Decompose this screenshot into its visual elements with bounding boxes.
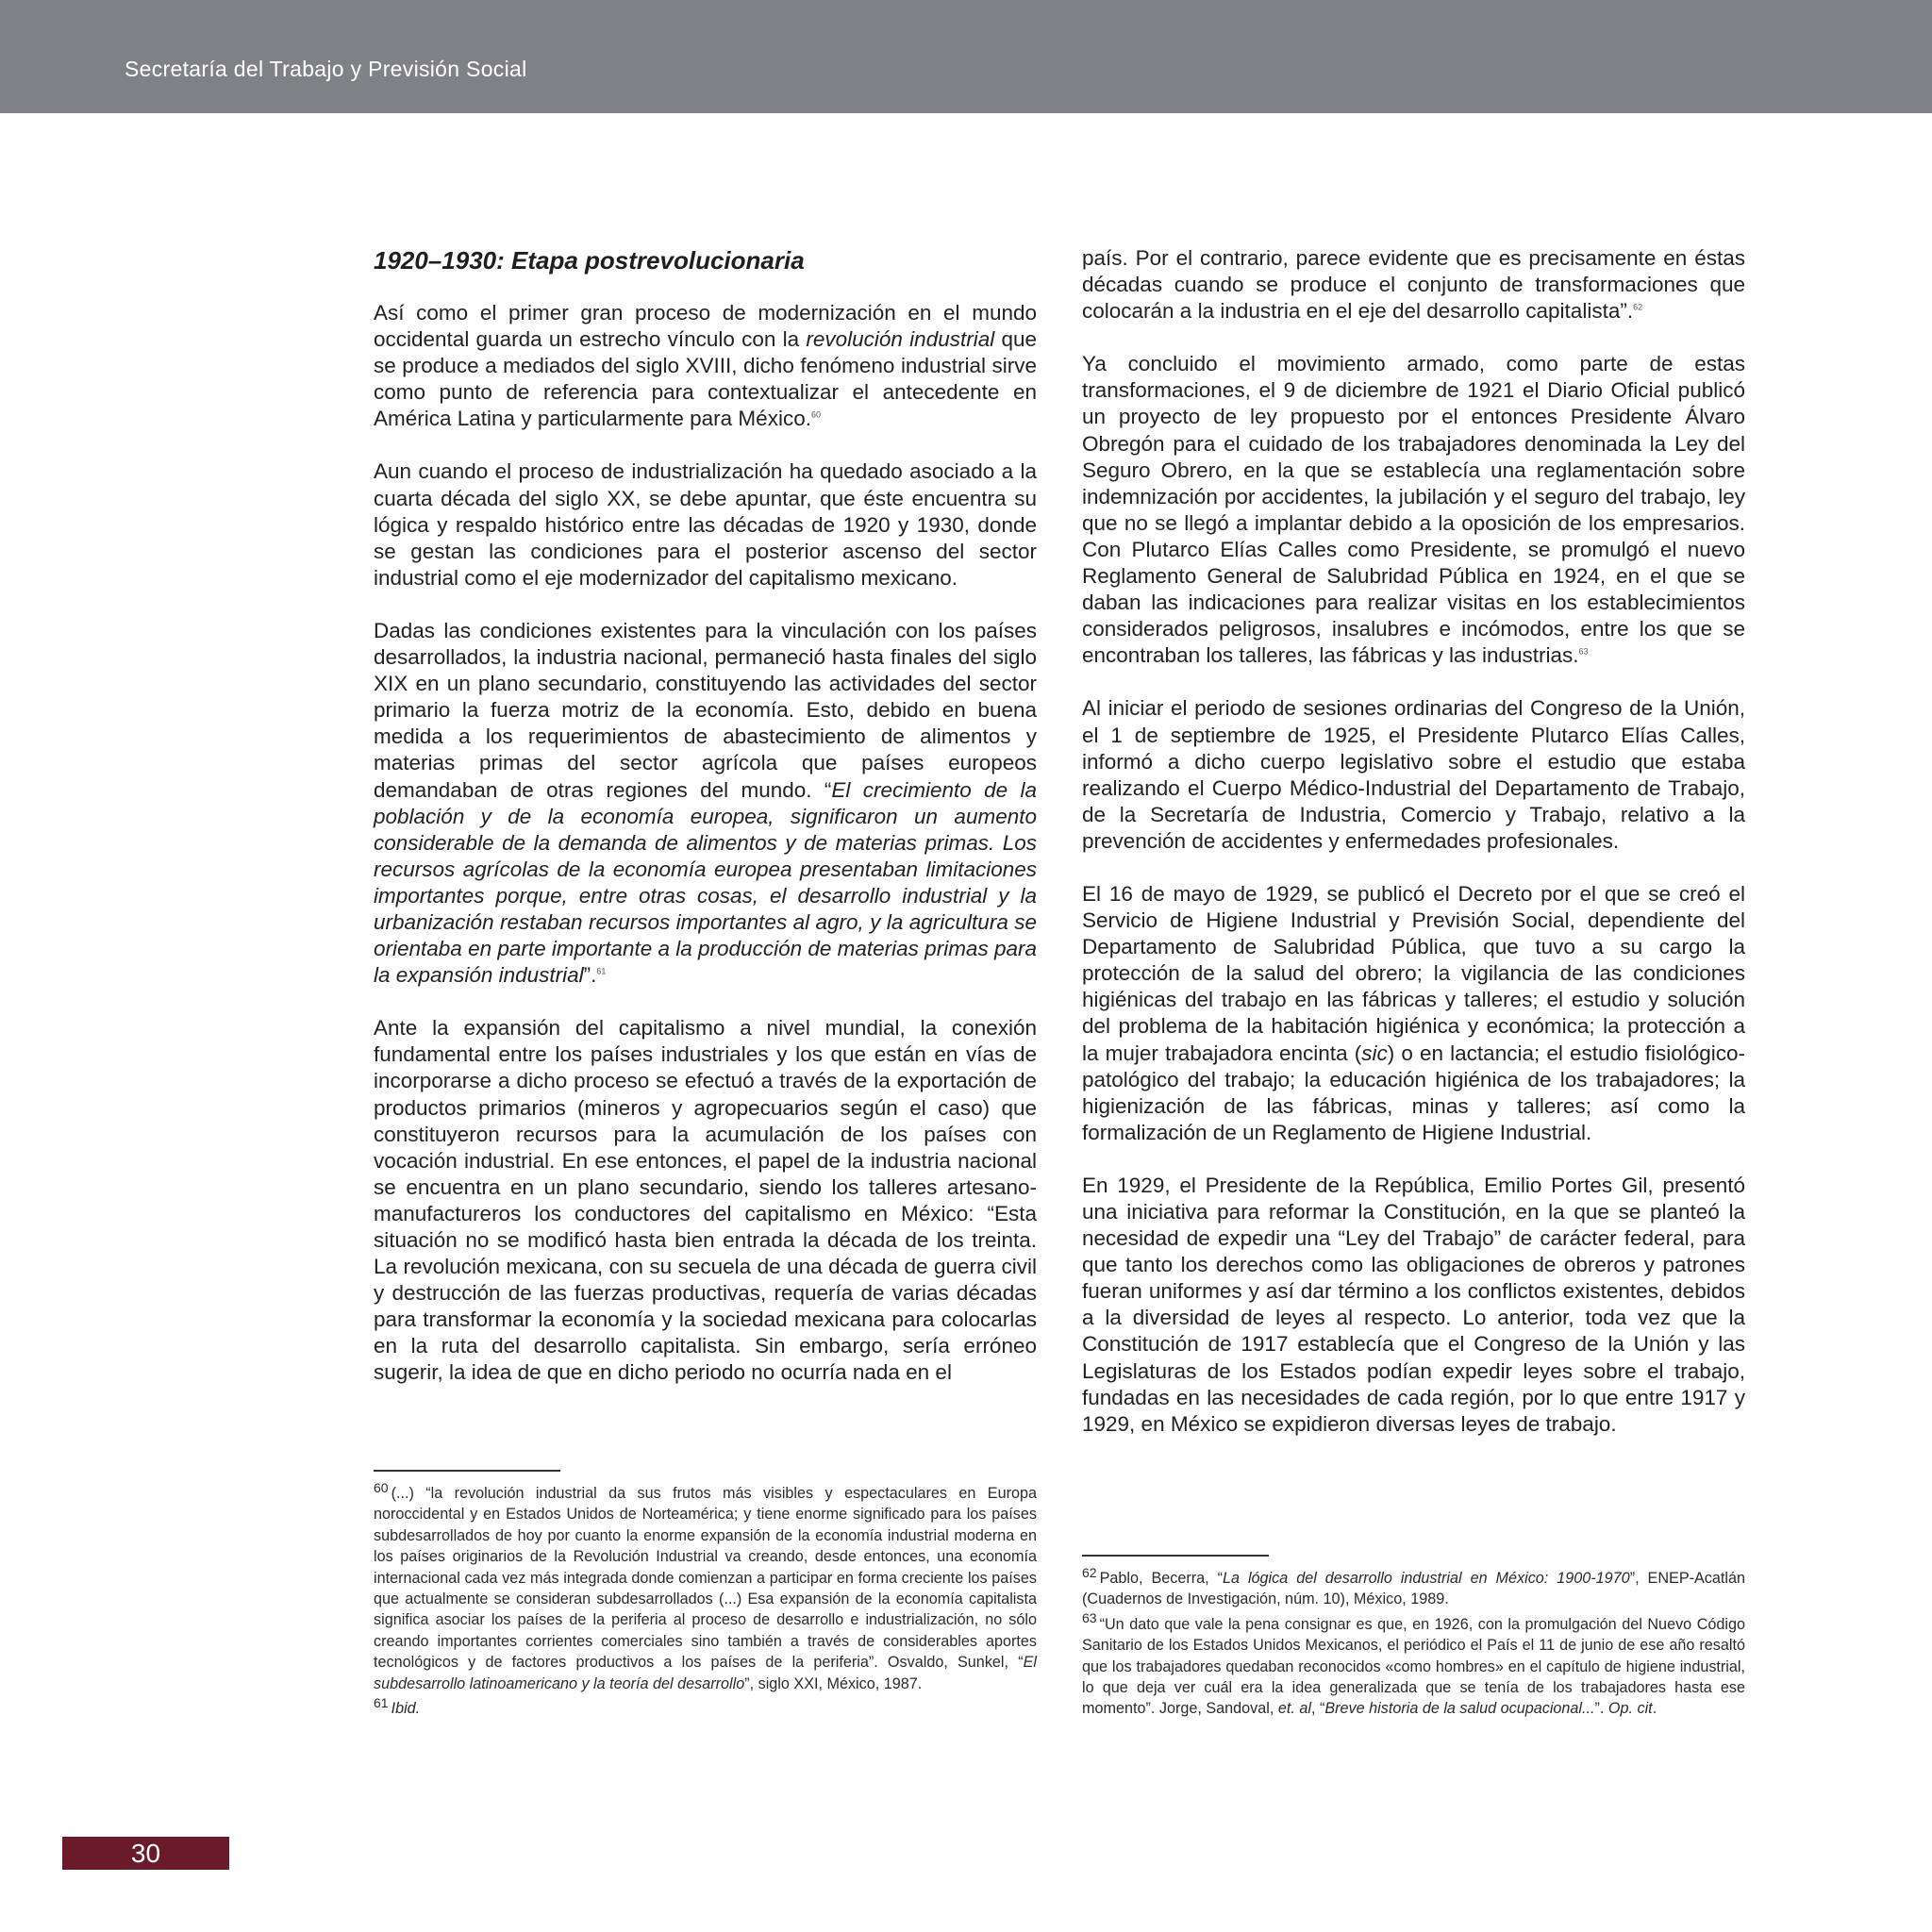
page-number-box	[62, 1837, 229, 1870]
page-number: 30	[130, 1839, 161, 1868]
paragraph-7: Al iniciar el periodo de sesiones ordinarias del Congreso de la Unión, el 1 de septiembre de 1925, el Presidente Plutarco Elías Calles, informó a dicho cuerpo legislativo sobre el estudio que estaba realizando el Cuerpo Médico-Industrial del Departamento de Trabajo, de la Secretaría de Industria, Comercio y Trabajo, relativo a la prevención de accidentes y enfermedades profesionales.	[1082, 696, 1745, 853]
right-column	[1082, 245, 1745, 1464]
footnote-divider	[1082, 1555, 1269, 1557]
paragraph-3: Dadas las condiciones existentes para la vinculación con los países desarrollados, la industria nacional, permaneció hasta finales del siglo XIX en un plano secundario, constituyendo las actividades del sector primario la fuerza motriz de la economía. Esto, debido en buena medida a los requerimientos de abastecimiento de alimentos y materias primas del sector agrícola que países europeos demandaban de otras regiones del mundo. “El crecimiento de la población y de la economía europea, significaron un aumento considerable de la demanda de alimentos y de materias primas. Los recursos agrícolas de la economía europea presentaban limitaciones importantes porque, entre otras cosas, el desarrollo industrial y la urbanización restaban recursos importantes al agro, y la agricultura se orientaba en parte importante a la producción de materias primas para la expansión industrial”.$^{61}$	[374, 618, 1037, 988]
footnote-divider	[374, 1470, 560, 1472]
footnote-ref-62[interactable]: 62	[1633, 302, 1643, 312]
footnote-62: 62 Pablo, Becerra, “La lógica del desarrollo industrial en México: 1900-1970”, ENEP-Acatlán (Cuadernos de Investigación, núm. 10), México, 1989.	[1082, 1564, 1746, 1608]
footnote-60: 60 (...) “la revolución industrial da sus frutos más visibles y espectaculares en Europa noroccidental y en Estados Unidos de Norteamérica; y tiene enorme significado para los países subdesarrollados de hoy por cuanto la enorme expansión de la economía industrial moderna en los países originarios de la Revolución Industrial va creando, desde entonces, una economía internacional cada vez más integrada donde comienzan a participar en forma creciente los países que actualmente se consideran subdesarrollados (...) Esa expansión de la economía capitalista significa asociar los países de la periferia al proceso de desarrollo e industrialización, no sólo creando importantes corrientes comerciales sino también a través de considerables aportes tecnológicos y de factores productivos a los países de la periferia”. Osvaldo, Sunkel, “El subdesarrollo latinoamericano y la teoría del desarrollo”, siglo XXI, México, 1987.	[374, 1479, 1037, 1692]
paragraph-8: El 16 de mayo de 1929, se publicó el Decreto por el que se creó el Servicio de Higiene Industrial y Previsión Social, dependiente del Departamento de Salubridad Pública, que tuvo a su cargo la protección de la salud del obrero; la vigilancia de las condiciones higiénicas del trabajo en las fábricas y talleres; el estudio y solución del problema de la habitación higiénica y económica; la protección a la mujer trabajadora encinta (sic) o en lactancia; el estudio fisiológico-patológico del trabajo; la educación higiénica de los trabajadores; la higienización de las fábricas, minas y talleres; así como la formalización de un Reglamento de Higiene Industrial.	[1082, 881, 1746, 1144]
header-bar	[0, 0, 1932, 113]
header-title: Secretaría del Trabajo y Previsión Social	[125, 57, 527, 81]
footnote-ref-63[interactable]: 63	[1578, 646, 1589, 657]
paragraph-2: Aun cuando el proceso de industrialización ha quedado asociado a la cuarta década del siglo XX, se debe apuntar, que éste encuentra su lógica y respaldo histórico entre las décadas de 1920 y 1930, donde se gestan las condiciones para el posterior ascenso del sector industrial como el eje modernizador del capitalismo mexicano.	[374, 459, 1037, 590]
section-heading: 1920–1930: Etapa postrevolucionaria	[374, 246, 805, 275]
paragraph-6: Ya concluido el movimiento armado, como parte de estas transformaciones, el 9 de diciembre de 1921 el Diario Oficial publicó un proyecto de ley propuesto por el entonces Presidente Álvaro Obregón para el cuidado de los trabajadores denominada la Ley del Seguro Obrero, en la que se establecía una reglamentación sobre indemnización por accidentes, la jubilación y el seguro del trabajo, ley que no se llegó a implantar debido a la oposición de los empresarios. Con Plutarco Elías Calles como Presidente, se promulgó el nuevo Reglamento General de Salubridad Pública en 1924, en el que se daban las indicaciones para realizar visitas en los establecimientos considerados peligrosos, insalubres e incómodos, entre los que se encontraban los talleres, las fábricas y las industrias.$^{63}$	[1082, 352, 1745, 668]
paragraph-1: Así como el primer gran proceso de modernización en el mundo occidental guarda un estrecho vínculo con la revolución industrial que se produce a mediados del siglo XVIII, dicho fenómeno industrial sirve como punto de referencia para contextualizar el antecedente en América Latina y particularmente para México.$^{60}$	[374, 301, 1038, 431]
footnotes-left	[374, 1470, 1037, 1723]
footnote-63: 63 “Un dato que vale la pena consignar es que, en 1926, con la promulgación del Nuevo Código Sanitario de los Estados Unidos Mexicanos, el periódico el País el 11 de junio de ese año resaltó que los trabajadores quedaban reconocidos «como hombres» en el capítulo de higiene industrial, lo que deja ver cuál era la idea generalizada que se tenía de los trabajadores hasta ese momento”. Jorge, Sandoval, et. al, “Breve historia de la salud ocupacional...”. Op. cit.	[1082, 1610, 1745, 1718]
paragraph-5: país. Por el contrario, parece evidente que es precisamente en éstas décadas cuando se produce el conjunto de transformaciones que colocarán a la industria en el eje del desarrollo capitalista”.$^{62}$	[1082, 246, 1745, 324]
paragraph-9: En 1929, el Presidente de la República, Emilio Portes Gil, presentó una iniciativa para reformar la Constitución, en la que se planteó la necesidad de expedir una “Ley del Trabajo” de carácter federal, para que tanto los derechos como las obligaciones de obreros y patrones fueran uniformes y así dar término a los conflictos existentes, debidos a la diversidad de leyes al respecto. Lo anterior, toda vez que la Constitución de 1917 establecía que el Congreso de la Unión y las Legislaturas de los Estados podían expedir leyes sobre el trabajo, fundadas en las necesidades de cada región, por lo que entre 1917 y 1929, en México se expidieron diversas leyes de trabajo.	[1082, 1173, 1745, 1436]
footnotes-right	[1082, 1555, 1745, 1724]
left-column	[374, 245, 1037, 1413]
footnote-ref-61[interactable]: 61	[596, 966, 607, 976]
paragraph-4: Ante la expansión del capitalismo a nivel mundial, la conexión fundamental entre los países industriales y los que están en vías de incorporarse a dicho proceso se efectuó a través de la exportación de productos primarios (mineros y agropecuarios según el caso) que constituyeron recursos para la acumulación de los países con vocación industrial. En ese entonces, el papel de la industria nacional se encuentra en un plano secundario, siendo los talleres artesano-manufactureros los conductores del capitalismo en México: “Esta situación no se modificó hasta bien entrada la década de los treinta. La revolución mexicana, con su secuela de una década de guerra civil y destrucción de las fuerzas productivas, requería de varias décadas para transformar la economía y la sociedad mexicana para colocarlas en la ruta del desarrollo capitalista. Sin embargo, sería erróneo sugerir, la idea de que en dicho periodo no ocurría nada en el	[374, 1016, 1037, 1385]
footnote-61: 61 Ibid.	[374, 1694, 421, 1718]
footnote-ref-60[interactable]: 60	[810, 409, 821, 420]
